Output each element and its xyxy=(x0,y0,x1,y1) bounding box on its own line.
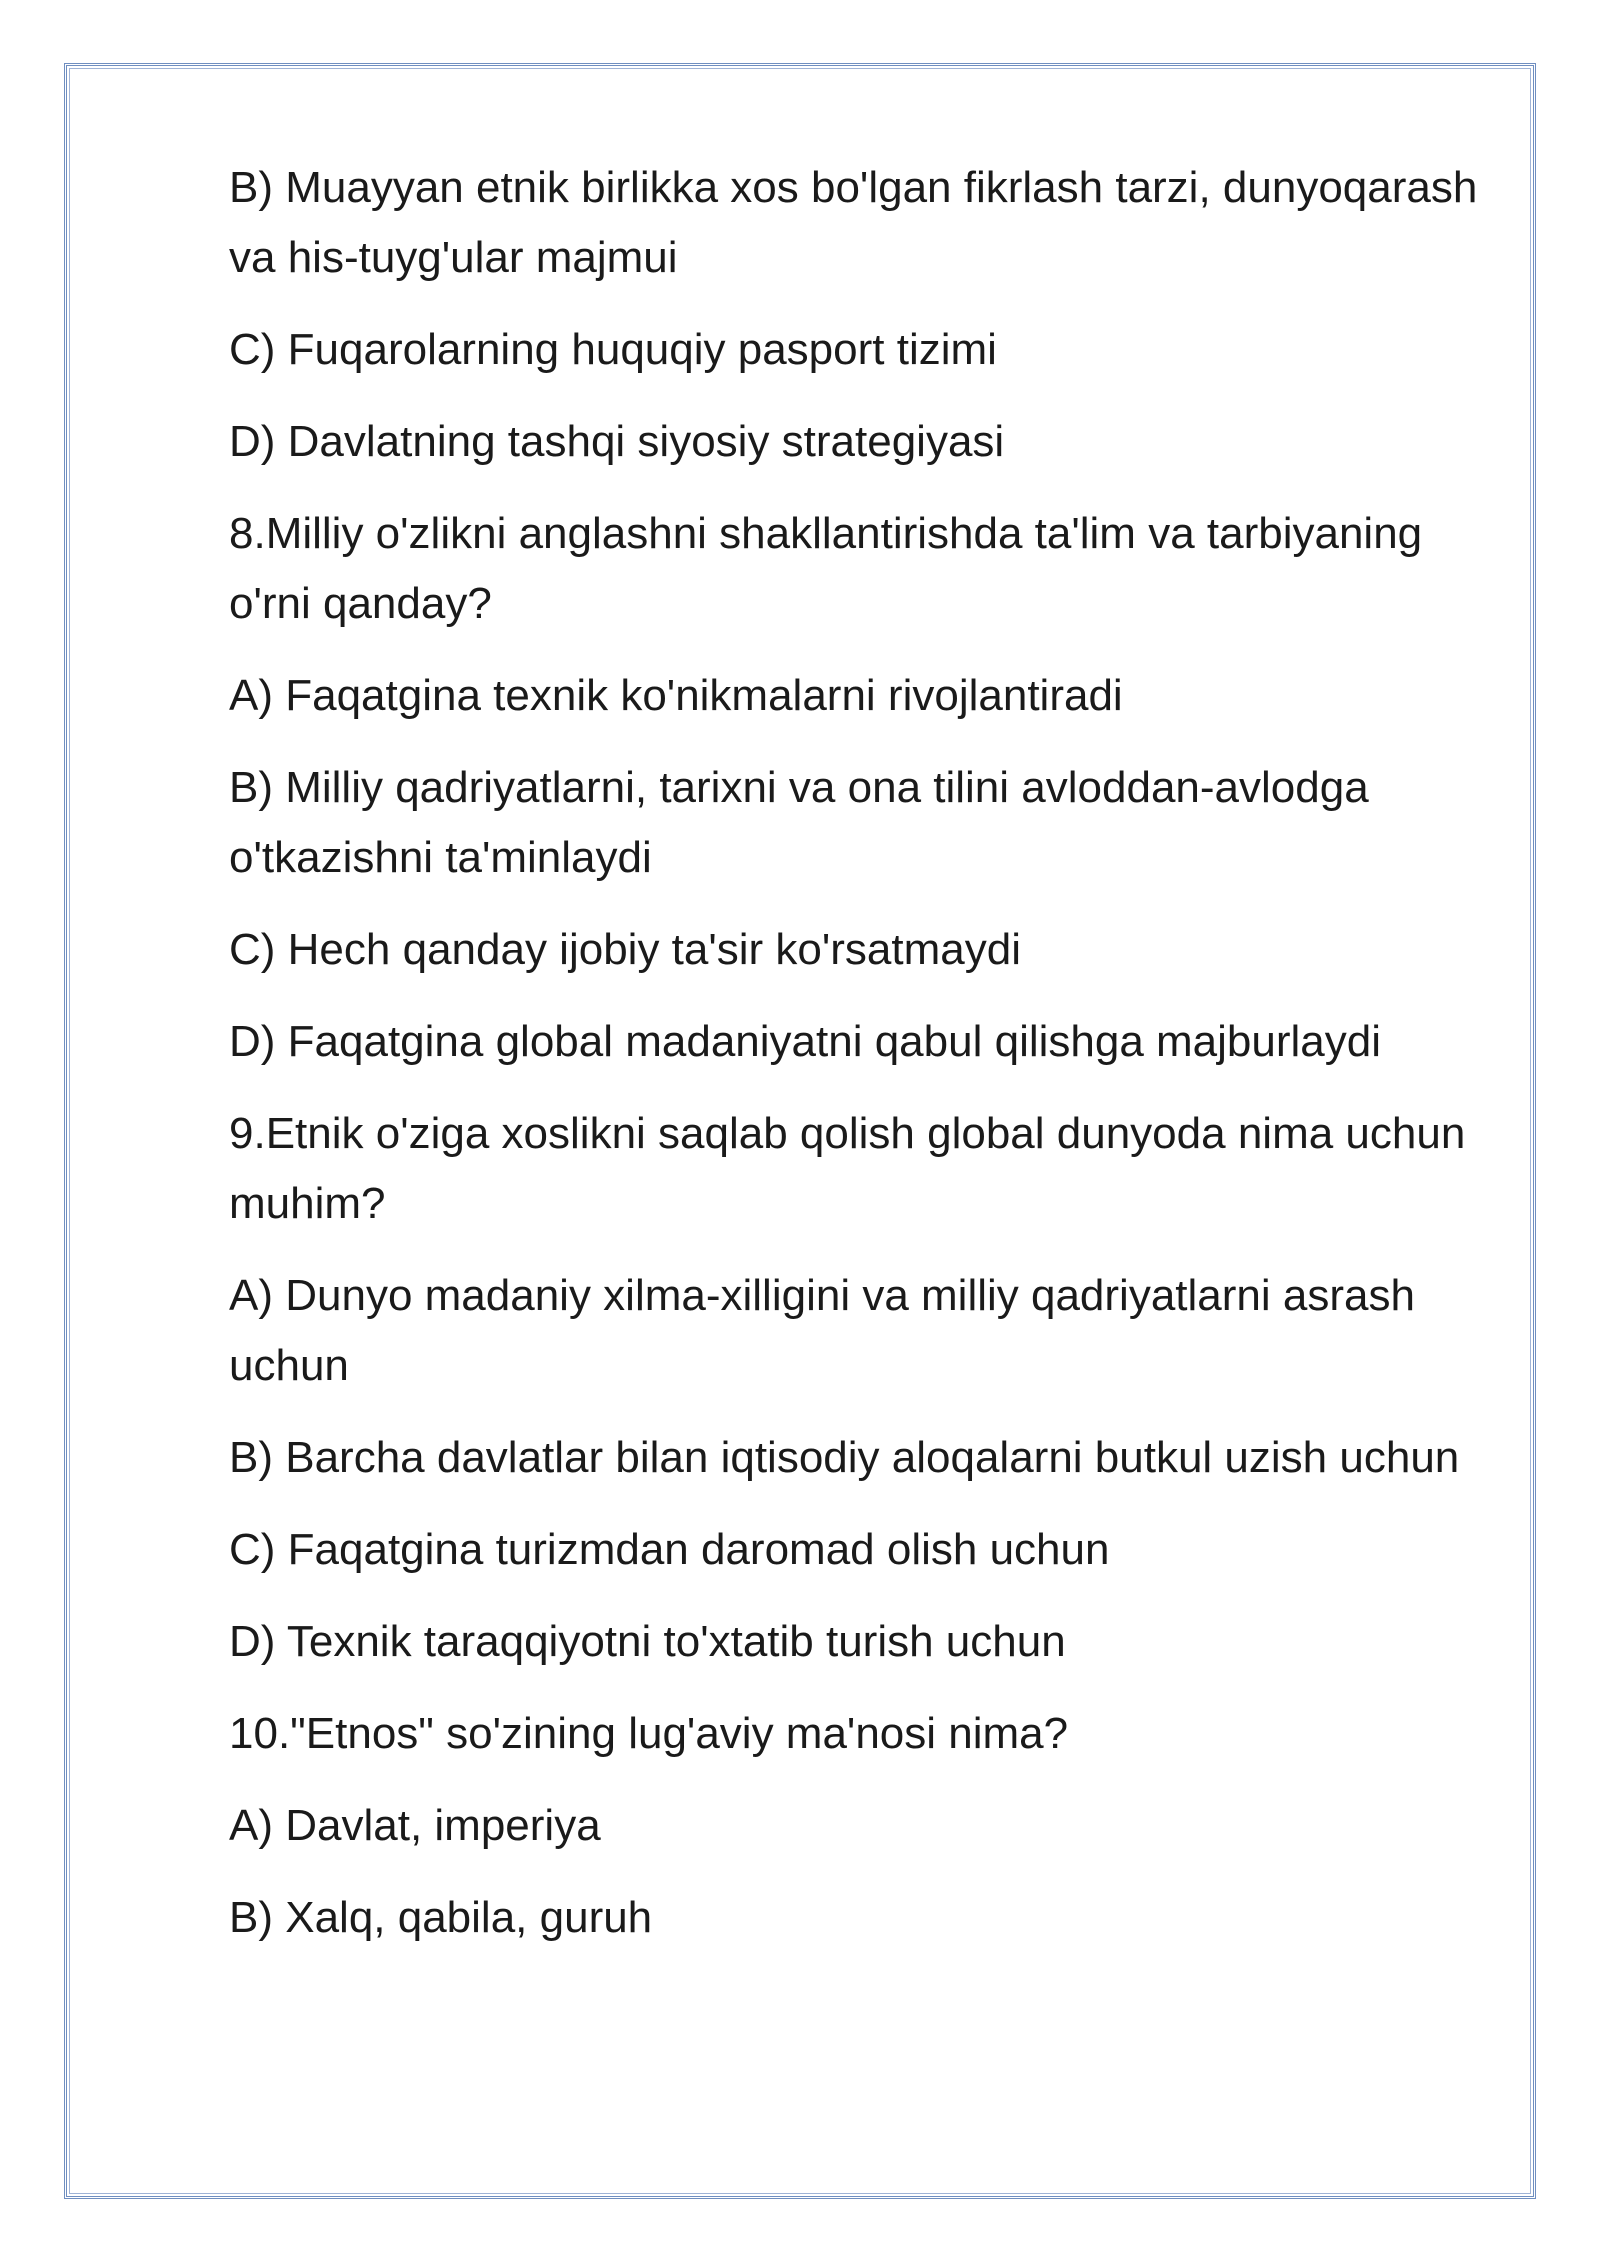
answer-option-7c: C) Fuqarolarning huquqiy pasport tizimi xyxy=(229,325,997,374)
answer-option-7d: D) Davlatning tashqi siyosiy strategiyasi xyxy=(229,417,1005,466)
answer-option-9b: B) Barcha davlatlar bilan iqtisodiy aloqalarni butkul uzish uchun xyxy=(229,1433,1460,1482)
answer-option-8d: D) Faqatgina global madaniyatni qabul qilishga majburlaydi xyxy=(229,1017,1382,1066)
question-10: 10."Etnos" so'zining lug'aviy ma'nosi nima? xyxy=(229,1709,1069,1758)
answer-option-8c: C) Hech qanday ijobiy ta'sir ko'rsatmaydi xyxy=(229,925,1021,974)
answer-option-8a: A) Faqatgina texnik ko'nikmalarni rivojlantiradi xyxy=(229,671,1123,720)
answer-option-10a: A) Davlat, imperiya xyxy=(229,1801,601,1850)
question-8: 8.Milliy o'zlikni anglashni shakllantirishda ta'lim va tarbiyaning o'rni qanday? xyxy=(229,509,1423,628)
question-9: 9.Etnik o'ziga xoslikni saqlab qolish global dunyoda nima uchun muhim? xyxy=(229,1109,1466,1228)
answer-option-10b: B) Xalq, qabila, guruh xyxy=(229,1893,653,1942)
answer-option-9c: C) Faqatgina turizmdan daromad olish uchun xyxy=(229,1525,1110,1574)
answer-option-9a: A) Dunyo madaniy xilma-xilligini va milliy qadriyatlarni asrash uchun xyxy=(229,1271,1415,1390)
answer-option-7b: B) Muayyan etnik birlikka xos bo'lgan fikrlash tarzi, dunyoqarash va his-tuyg'ular majmui xyxy=(229,163,1478,282)
answer-option-9d: D) Texnik taraqqiyotni to'xtatib turish uchun xyxy=(229,1617,1066,1666)
answer-option-8b: B) Milliy qadriyatlarni, tarixni va ona tilini avloddan-avlodga o'tkazishni ta'minlaydi xyxy=(229,763,1369,882)
document-content xyxy=(229,153,1489,1975)
